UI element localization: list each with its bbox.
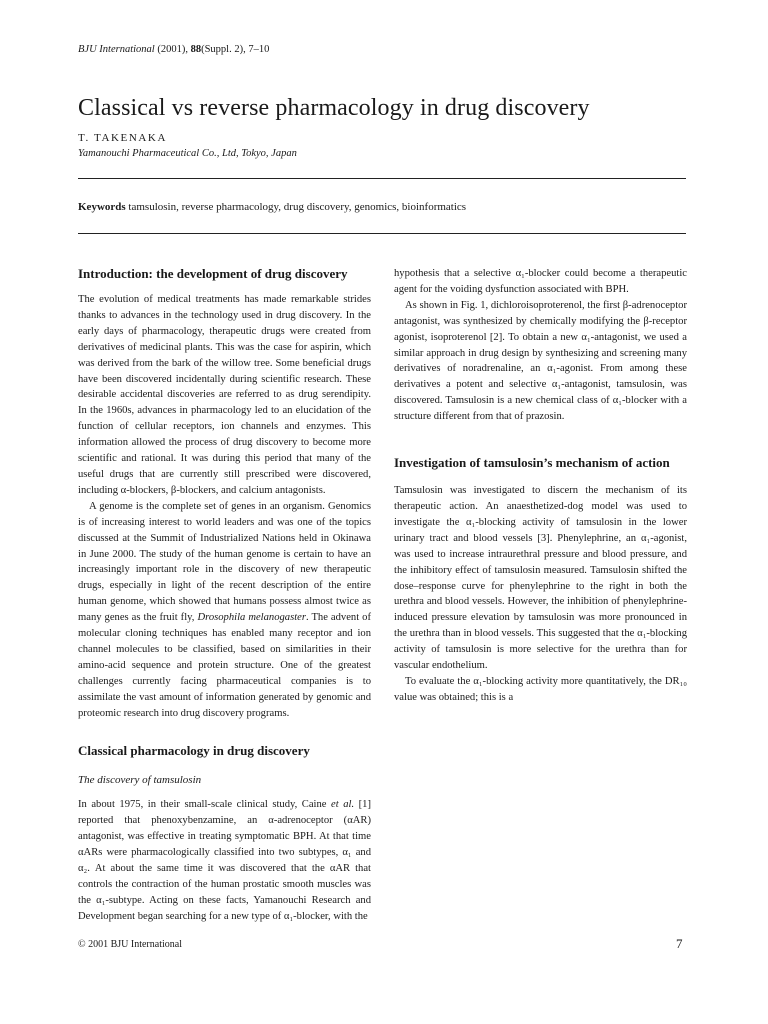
- mechanism-heading: Investigation of tamsulosin’s mechanism of action: [394, 455, 670, 471]
- right-column: [394, 266, 687, 706]
- left-column: [78, 266, 371, 925]
- top-divider: [78, 178, 686, 179]
- keywords-line: [78, 201, 466, 213]
- mechanism-paragraph-2: To evaluate the α₁-blocking activity more quantitatively, the DR₁₀ value was obtained; this is a: [394, 675, 687, 703]
- mechanism-paragraph-1: Tamsulosin was investigated to discern the mechanism of its therapeutic action. An anaesthetized-dog model was used to investigate the α₁-blocking activity of tamsulosin in the lower urinary tract and blood vessels [3]. Phenylephrine, an α₁-agonist, was used to increase intraurethral pressure and blood pressure, and the inhibitory effect of tamsulosin measured. Tamsulosin shifted the dose–response curve for phenylephrine to the right in both the urethra and blood vessels. However, the inhibition of phenylephrine-induced pressure elevation by tamsulosin was more pronounced in the urethra than in blood vessels. This suggested that the α₁-blocking activity of tamsulosin is more selective for the urethra than for vascular endothelium.: [394, 485, 687, 672]
- intro-heading: Introduction: the development of drug discovery: [78, 266, 348, 281]
- et-al: et al.: [331, 799, 355, 811]
- classical-paragraph-1-text-a: In about 1975, in their small-scale clinical study, Caine: [78, 799, 327, 811]
- journal-issue: (Suppl. 2), 7–10: [201, 44, 270, 55]
- classical-heading: Classical pharmacology in drug discovery: [78, 743, 310, 759]
- classical-paragraph-1-text-b: [1] reported that phenoxybenzamine, an α-adrenoceptor (αAR) antagonist, was effective in treating symptomatic BPH. At that time αARs were pharmacologically classified into two subtypes, α₁ and α₂. At about the same time it was discovered that the αAR that controls the contraction of the human prostatic smooth muscles was the α₁-subtype. Acting on these facts, Yamanouchi Research and Development began searching for a new type of α₁-blocker, with the: [78, 799, 371, 922]
- intro-paragraph-2: [78, 499, 371, 722]
- author-affiliation: Yamanouchi Pharmaceutical Co., Ltd, Tokyo, Japan: [78, 148, 297, 159]
- species-name: Drosophila melanogaster: [197, 612, 306, 624]
- classical-paragraph-2: As shown in Fig. 1, dichloroisoproterenol, the first β-adrenoceptor antagonist, was synthesized by chemically modifying the β-receptor agonist, isoproterenol [2]. To obtain a new α₁-antagonist, we used a similar approach in drug design by synthesizing and screening many derivatives of noradrenaline, an α₁-agonist. From among these derivatives a potent and selective α₁-antagonist, tamsulosin, was discovered. Tamsulosin is a new chemical class of α₁-blocker with a structure different from that of prazosin.: [394, 299, 687, 423]
- author-name: T. TAKENAKA: [78, 132, 168, 144]
- tamsulosin-subheading: The discovery of tamsulosin: [78, 774, 202, 787]
- bottom-divider: [78, 233, 686, 234]
- keywords-list: tamsulosin, reverse pharmacology, drug discovery, genomics, bioinformatics: [128, 201, 467, 213]
- classical-paragraph-1-continued: hypothesis that a selective α₁-blocker could become a therapeutic agent for the voiding dysfunction associated with BPH.: [394, 268, 687, 295]
- page-number: 7: [676, 936, 683, 951]
- article-title: Classical vs reverse pharmacology in drug discovery: [78, 95, 590, 121]
- classical-paragraph-1-start: [78, 797, 371, 924]
- keywords-label: Keywords: [78, 201, 126, 213]
- intro-paragraph-1: The evolution of medical treatments has made remarkable strides thanks to advances in the technology used in drug discovery. In the early days of pharmacology, therapeutic drugs were created from derivatives of medicinal plants. This was the case for aspirin, which was derived from the bark of the willow tree. Some beneficial drugs have been discovered incidentally during scientific research. These desirable accidental discoveries are referred to as drug serendipity. In the 1960s, advances in pharmacology led to an elucidation of the function of cellular receptors, ion channels and enzymes. This information allowed the process of drug discovery to become more scientific and rational. It was during this period that many of the useful drugs that are currently still prescribed were discovered, including α-blockers, β-blockers, and calcium antagonists.: [78, 294, 371, 496]
- intro-paragraph-2-text-a: A genome is the complete set of genes in an organism. Genomics is of increasing interest to world leaders and was one of the topics discussed at the Summit of Industrialized Nations held in Okinawa in June 2000. The study of the human genome is certain to have an increasingly important role in the discovery of new therapeutic drugs, especially in light of the recent description of the entire human genome, which showed that humans possess almost twice as many genes as the fruit fly,: [78, 500, 371, 624]
- intro-paragraph-2-text-b: . The advent of molecular cloning techniques has enabled many receptor and ion channel molecules to be classified, based on similarities in their amino-acid sequence and protein structure. One of the greatest challenges currently facing pharmaceutical companies is to assimilate the vast amount of information generated by genomic and proteomic research into drug discovery programs.: [78, 612, 372, 719]
- journal-citation: [78, 44, 269, 55]
- copyright-notice: © 2001 BJU International: [78, 939, 182, 950]
- journal-name: BJU International: [78, 44, 155, 55]
- journal-year: (2001),: [157, 44, 188, 55]
- journal-volume: 88: [190, 44, 202, 55]
